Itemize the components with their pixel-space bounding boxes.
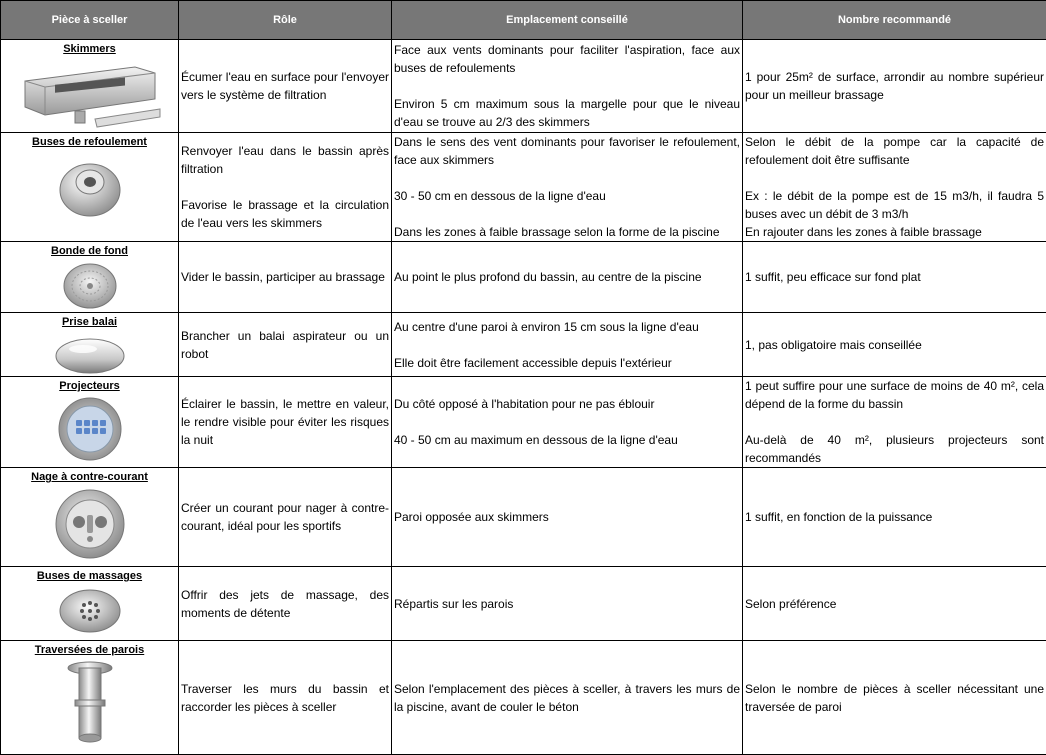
piece-name: Buses de massages [3, 569, 176, 583]
wall-passage-image [65, 660, 115, 750]
role-cell: Écumer l'eau en surface pour l'envoyer vers le système de filtration [179, 40, 392, 133]
header-role: Rôle [179, 1, 392, 40]
massage-nozzle-image [57, 586, 123, 634]
nombre-cell: 1 suffit, peu efficace sur fond plat [743, 242, 1046, 313]
piece-name: Traversées de parois [3, 643, 176, 657]
vacuum-plug-image [53, 332, 127, 376]
table-row [1, 567, 1046, 641]
piece-cell [1, 377, 179, 468]
nombre-cell: 1 suffit, en fonction de la puissance [743, 468, 1046, 567]
piece-cell [1, 242, 179, 313]
nombre-cell: 1, pas obligatoire mais conseillée [743, 313, 1046, 377]
table-row [1, 133, 1046, 242]
role-cell: Brancher un balai aspirateur ou un robot [179, 313, 392, 377]
piece-name: Projecteurs [3, 379, 176, 393]
header-row [1, 1, 1046, 40]
nombre-cell: Selon préférence [743, 567, 1046, 641]
emplacement-cell: Selon l'emplacement des pièces à sceller, à travers les murs de la piscine, avant de couler le béton [392, 641, 743, 755]
role-cell: Renvoyer l'eau dans le bassin après filtration Favorise le brassage et la circulation de l'eau vers les skimmers [179, 133, 392, 242]
piece-name: Nage à contre-courant [3, 470, 176, 484]
pool-light-image [57, 396, 123, 462]
nombre-cell: 1 peut suffire pour une surface de moins de 40 m², cela dépend de la forme du bassin Au-delà de 40 m², plusieurs projecteurs sont recommandés [743, 377, 1046, 468]
piece-name: Skimmers [3, 42, 176, 56]
counter-current-image [52, 487, 128, 561]
piece-cell [1, 133, 179, 242]
nombre-cell: Selon le nombre de pièces à sceller nécessitant une traversée de paroi [743, 641, 1046, 755]
emplacement-cell: Paroi opposée aux skimmers [392, 468, 743, 567]
role-cell: Traverser les murs du bassin et raccorder les pièces à sceller [179, 641, 392, 755]
skimmer-image [15, 59, 165, 131]
emplacement-cell: Face aux vents dominants pour faciliter l'aspiration, face aux buses de refoulements Environ 5 cm maximum sous la margelle pour que le niveau d'eau se trouve au 2/3 des skimmers [392, 40, 743, 133]
return-nozzle-image [55, 152, 125, 222]
table-row [1, 468, 1046, 567]
table-row [1, 242, 1046, 313]
piece-name: Bonde de fond [3, 244, 176, 258]
table-row [1, 641, 1046, 755]
piece-name: Buses de refoulement [3, 135, 176, 149]
role-cell: Créer un courant pour nager à contre-courant, idéal pour les sportifs [179, 468, 392, 567]
piece-cell [1, 641, 179, 755]
nombre-cell: 1 pour 25m² de surface, arrondir au nombre supérieur pour un meilleur brassage [743, 40, 1046, 133]
emplacement-cell: Au centre d'une paroi à environ 15 cm sous la ligne d'eau Elle doit être facilement accessible depuis l'extérieur [392, 313, 743, 377]
header-piece: Pièce à sceller [1, 1, 179, 40]
emplacement-cell: Dans le sens des vent dominants pour favoriser le refoulement, face aux skimmers 30 - 50 cm en dessous de la ligne d'eau Dans les zones à faible brassage selon la forme de la piscine [392, 133, 743, 242]
piece-cell [1, 567, 179, 641]
role-cell: Offrir des jets de massage, des moments de détente [179, 567, 392, 641]
header-nombre: Nombre recommandé [743, 1, 1046, 40]
header-emplacement: Emplacement conseillé [392, 1, 743, 40]
role-cell: Vider le bassin, participer au brassage [179, 242, 392, 313]
nombre-cell: Selon le débit de la pompe car la capacité de refoulement doit être suffisante Ex : le débit de la pompe est de 15 m3/h, il faudra 5 buses avec un débit de 3 m3/h En rajouter dans les zones à faible brassage [743, 133, 1046, 242]
table-row [1, 40, 1046, 133]
table-row [1, 313, 1046, 377]
piece-cell [1, 40, 179, 133]
main-drain-image [60, 261, 120, 311]
emplacement-cell: Répartis sur les parois [392, 567, 743, 641]
piece-cell [1, 313, 179, 377]
emplacement-cell: Du côté opposé à l'habitation pour ne pas éblouir 40 - 50 cm au maximum en dessous de la ligne d'eau [392, 377, 743, 468]
piece-cell [1, 468, 179, 567]
table-row [1, 377, 1046, 468]
emplacement-cell: Au point le plus profond du bassin, au centre de la piscine [392, 242, 743, 313]
piece-name: Prise balai [3, 315, 176, 329]
role-cell: Éclairer le bassin, le mettre en valeur, le rendre visible pour éviter les risques la nuit [179, 377, 392, 468]
